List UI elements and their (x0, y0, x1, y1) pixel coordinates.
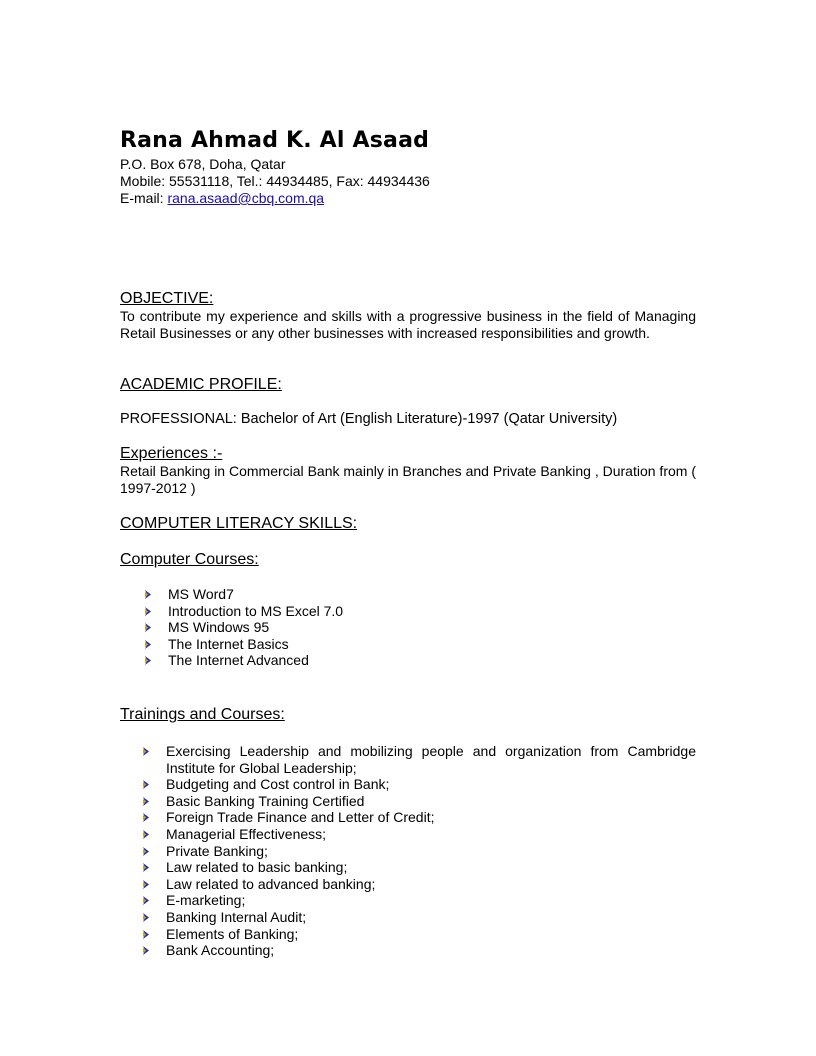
computer-course-item (146, 619, 343, 636)
professional-line (120, 411, 696, 428)
computer-course-item (146, 652, 343, 669)
trainings-heading: Trainings and Courses: (120, 706, 285, 723)
computer-course-item (146, 636, 343, 653)
training-label: Bank Accounting; (166, 942, 275, 959)
training-label: Law related to advanced banking; (166, 875, 376, 892)
email-link[interactable]: rana.asaad@cbq.com.qa (167, 190, 325, 206)
bullet-icon (142, 847, 149, 856)
training-item (144, 876, 696, 893)
trainings-section (120, 705, 696, 724)
objective-section (120, 289, 696, 342)
trainings-list (144, 743, 696, 959)
bullet-icon (142, 896, 149, 905)
contact-block (120, 156, 430, 207)
experience-heading: Experiences :- (120, 445, 223, 462)
computer-courses-section (120, 550, 696, 569)
professional-text: Bachelor of Art (English Literature)-1997 (Qatar University) (236, 411, 618, 427)
objective-text: To contribute my experience and skills with a progressive business in the field of Managing Retail Businesses or any other businesses with increased responsibilities and growth. (120, 308, 696, 341)
computer-course-label: The Internet Advanced (168, 652, 309, 669)
academic-section (120, 375, 696, 394)
training-item (144, 793, 696, 810)
computer-course-label: The Internet Basics (168, 635, 289, 652)
computer-heading: COMPUTER LITERACY SKILLS: (120, 515, 358, 532)
professional-label: PROFESSIONAL: (120, 411, 237, 427)
training-item (144, 926, 696, 943)
training-item (144, 743, 696, 776)
bullet-icon (142, 930, 149, 939)
computer-courses-heading: Computer Courses: (120, 551, 259, 568)
address-line: P.O. Box 678, Doha, Qatar (120, 156, 286, 172)
bullet-icon (144, 640, 151, 649)
training-item (144, 942, 696, 959)
bullet-icon (142, 780, 149, 789)
bullet-icon (142, 797, 149, 806)
bullet-icon (142, 880, 149, 889)
training-label: Private Banking; (166, 842, 268, 859)
training-label: Elements of Banking; (166, 925, 299, 942)
candidate-name: Rana Ahmad K. Al Asaad (120, 128, 430, 153)
bullet-icon (142, 863, 149, 872)
phone-line: Mobile: 55531118, Tel.: 44934485, Fax: 44934436 (120, 173, 430, 189)
training-item (144, 909, 696, 926)
computer-course-item (146, 586, 343, 603)
training-label: Managerial Effectiveness; (166, 825, 327, 842)
bullet-icon (142, 747, 149, 756)
bullet-icon (144, 623, 151, 632)
bullet-icon (142, 913, 149, 922)
computer-section (120, 514, 696, 533)
computer-course-item (146, 603, 343, 620)
training-label: Budgeting and Cost control in Bank; (166, 776, 390, 793)
training-label: Exercising Leadership and mobilizing people and organization from Cambridge Institute for Global Leadership; (166, 743, 696, 776)
email-line (120, 190, 430, 207)
bullet-icon (144, 656, 151, 665)
bullet-icon (142, 830, 149, 839)
experience-text: Retail Banking in Commercial Bank mainly in Branches and Private Banking , Duration from ( 1997-2012 ) (120, 463, 696, 496)
academic-heading: ACADEMIC PROFILE: (120, 376, 282, 393)
computer-course-label: MS Windows 95 (168, 619, 270, 636)
training-label: E-marketing; (166, 892, 246, 909)
training-label: Basic Banking Training Certified (166, 792, 365, 809)
computer-course-label: MS Word7 (168, 586, 234, 602)
training-item (144, 843, 696, 860)
computer-courses-list (146, 586, 343, 669)
training-item (144, 892, 696, 909)
training-label: Law related to basic banking; (166, 859, 348, 876)
training-item (144, 826, 696, 843)
training-item (144, 809, 696, 826)
bullet-icon (144, 590, 151, 599)
computer-course-label: Introduction to MS Excel 7.0 (168, 602, 344, 619)
training-label: Banking Internal Audit; (166, 908, 307, 925)
bullet-icon (142, 946, 149, 955)
experience-section (120, 444, 696, 497)
training-item (144, 859, 696, 876)
objective-heading: OBJECTIVE: (120, 290, 214, 307)
bullet-icon (144, 607, 151, 616)
email-label: E-mail: (120, 190, 168, 206)
training-label: Foreign Trade Finance and Letter of Credit; (166, 809, 435, 826)
training-item (144, 776, 696, 793)
bullet-icon (142, 813, 149, 822)
